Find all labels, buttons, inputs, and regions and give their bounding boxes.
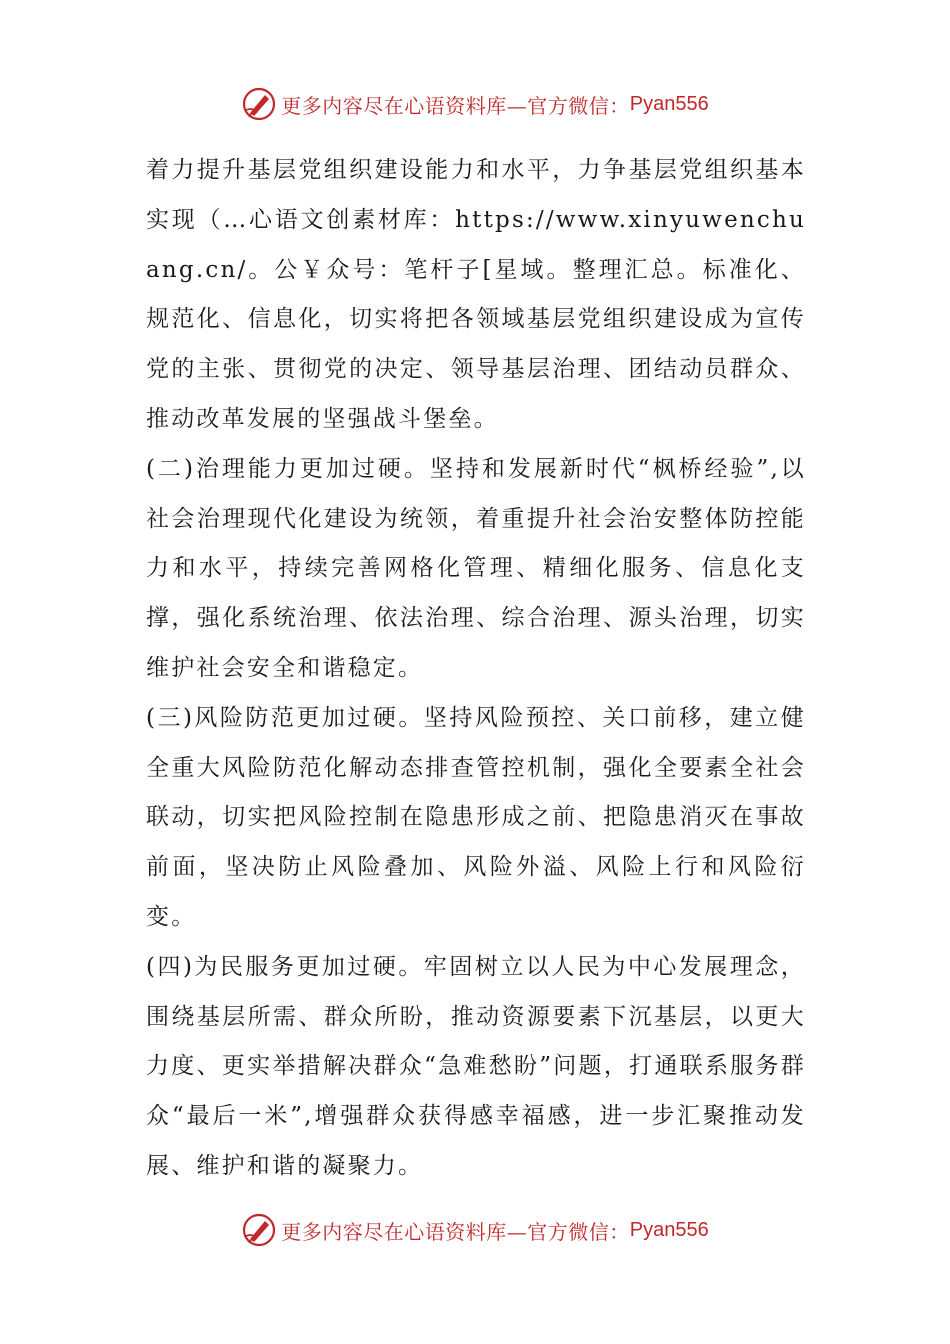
header-banner <box>0 84 950 124</box>
document-body <box>146 146 806 1192</box>
banner-text: 更多内容尽在心语资料库—官方微信： <box>281 93 630 118</box>
pen-logo-icon <box>241 86 277 122</box>
paragraph-3: (三)风险防范更加过硬。坚持风险预控、关口前移，建立健全重大风险防范化解动态排查管控机制，强化全要素全社会联动，切实把风险控制在隐患形成之前、把隐患消灭在事故前面，坚决防止风险叠加、风险外溢、风险上行和风险衍变。 <box>146 704 806 930</box>
paragraph-4: (四)为民服务更加过硬。牢固树立以人民为中心发展理念，围绕基层所需、群众所盼，推动资源要素下沉基层，以更大力度、更实举措解决群众“急难愁盼”问题，打通联系服务群众“最后一米”,增强群众获得感幸福感，进一步汇聚推动发展、维护和谐的凝聚力。 <box>146 953 806 1179</box>
banner-text: 更多内容尽在心语资料库—官方微信： <box>281 1219 630 1244</box>
pen-logo-icon <box>241 1212 277 1248</box>
footer-banner <box>0 1210 950 1250</box>
paragraph-2: (二)治理能力更加过硬。坚持和发展新时代“枫桥经验”,以社会治理现代化建设为统领，着重提升社会治安整体防控能力和水平，持续完善网格化管理、精细化服务、信息化支撑，强化系统治理、依法治理、综合治理、源头治理，切实维护社会安全和谐稳定。 <box>146 455 806 681</box>
paragraph-1: 着力提升基层党组织建设能力和水平，力争基层党组织基本实现（…心语文创素材库：https://www.xinyuwenchuang.cn/。公￥众号：笔杆子[星域。整理汇总。标准化、规范化、信息化，切实将把各领域基层党组织建设成为宣传党的主张、贯彻党的决定、领导基层治理、团结动员群众、推动改革发展的坚强战斗堡垒。 <box>146 157 806 432</box>
wechat-id: Pyan556 <box>629 1218 709 1241</box>
wechat-id: Pyan556 <box>629 92 709 115</box>
